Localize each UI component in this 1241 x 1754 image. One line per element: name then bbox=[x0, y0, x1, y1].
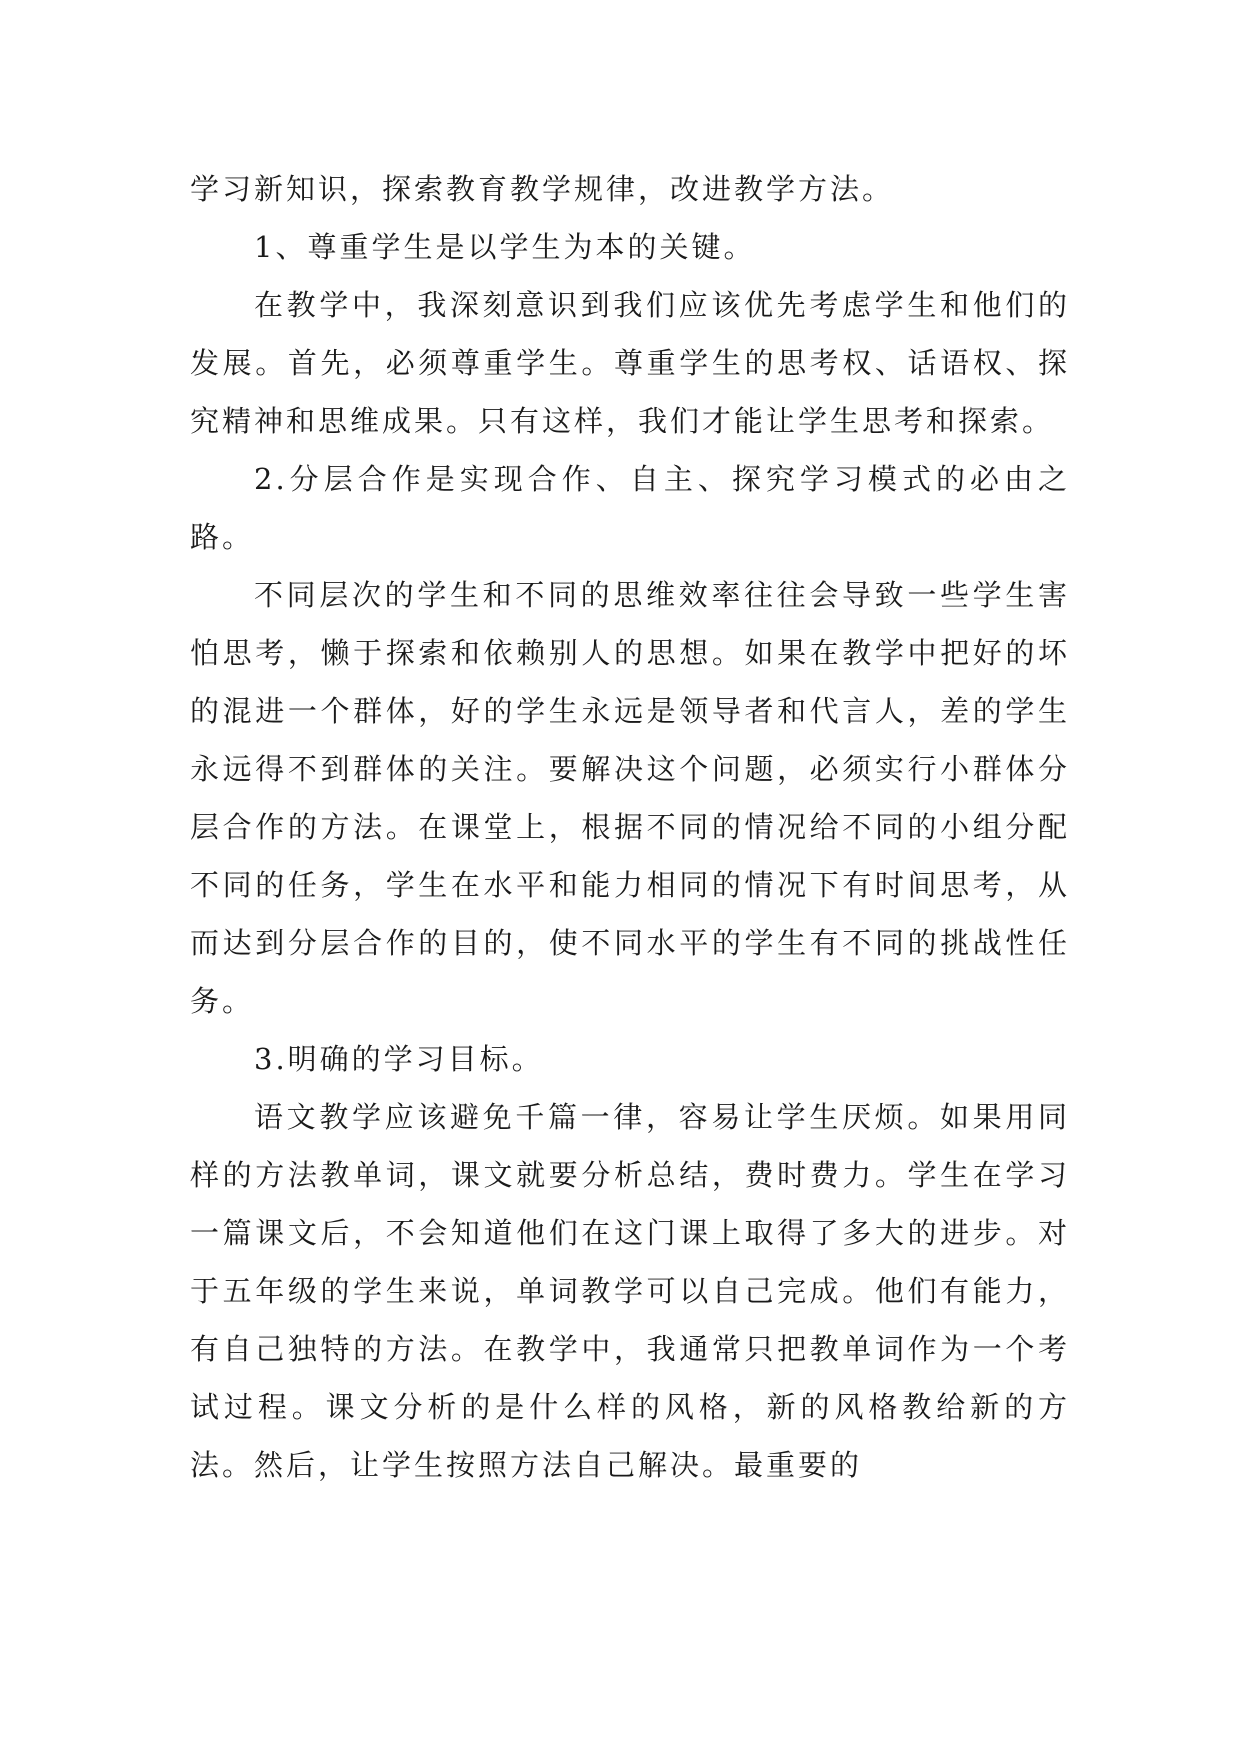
paragraph-point-1-body: 在教学中，我深刻意识到我们应该优先考虑学生和他们的发展。首先，必须尊重学生。尊重学生的思考权、话语权、探究精神和思维成果。只有这样，我们才能让学生思考和探索。 bbox=[190, 288, 1070, 438]
paragraph-continuation: 学习新知识，探索教育教学规律，改进教学方法。 bbox=[190, 172, 895, 206]
paragraph-point-1-heading: 1、尊重学生是以学生为本的关键。 bbox=[254, 230, 756, 264]
document-body bbox=[190, 160, 1070, 1494]
paragraph-point-2-body: 不同层次的学生和不同的思维效率往往会导致一些学生害怕思考，懒于探索和依赖别人的思想。如果在教学中把好的坏的混进一个群体，好的学生永远是领导者和代言人，差的学生永远得不到群体的关注。要解决这个问题，必须实行小群体分层合作的方法。在课堂上，根据不同的情况给不同的小组分配不同的任务，学生在水平和能力相同的情况下有时间思考，从而达到分层合作的目的，使不同水平的学生有不同的挑战性任务。 bbox=[190, 578, 1070, 1018]
paragraph-point-3-heading: 3.明确的学习目标。 bbox=[254, 1042, 544, 1076]
paragraph-point-2-heading: 2.分层合作是实现合作、自主、探究学习模式的必由之路。 bbox=[190, 462, 1070, 554]
paragraph-point-3-body: 语文教学应该避免千篇一律，容易让学生厌烦。如果用同样的方法教单词，课文就要分析总结，费时费力。学生在学习一篇课文后，不会知道他们在这门课上取得了多大的进步。对于五年级的学生来说，单词教学可以自己完成。他们有能力，有自己独特的方法。在教学中，我通常只把教单词作为一个考试过程。课文分析的是什么样的风格，新的风格教给新的方法。然后，让学生按照方法自己解决。最重要的 bbox=[190, 1100, 1070, 1482]
